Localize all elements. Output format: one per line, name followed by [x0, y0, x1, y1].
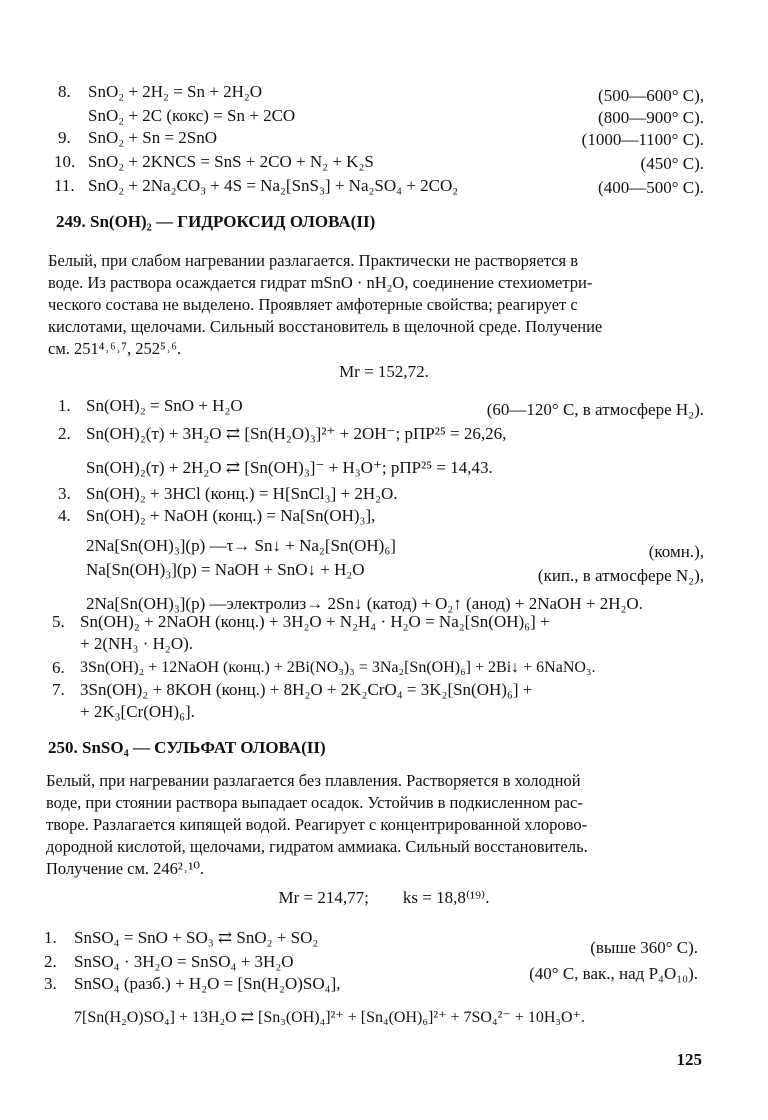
text-line: Белый, при нагревании разлагается без плавления. Растворяется в холодной	[46, 771, 581, 790]
text-line: см. 251⁴˒⁶˒⁷, 252⁵˒⁶.	[48, 339, 182, 358]
equation: Na[Sn(OH)₃](р) = NaOH + SnO↓ + H₂O	[86, 560, 365, 579]
item-number: 1.	[44, 928, 57, 947]
equation: Sn(OH)₂(т) + 3H₂O ⇄ [Sn(H₂O)₃]²⁺ + 2OH⁻; pПР²⁵ = 26,26,	[86, 424, 507, 443]
item-number: 2.	[44, 952, 57, 971]
item-number: 8.	[58, 82, 71, 101]
molar-mass: Mr = 152,72.	[339, 362, 429, 381]
section-heading: 250. SnSO₄ — СУЛЬФАТ ОЛОВА(II)	[48, 738, 326, 757]
condition: (400—500° С).	[598, 178, 704, 197]
equation: SnSO₄ · 3H₂O = SnSO₄ + 3H₂O	[74, 952, 294, 971]
equation: 2Na[Sn(OH)₃](р) —электролиз→ 2Sn↓ (катод) + O₂↑ (анод) + 2NaOH + 2H₂O.	[86, 594, 643, 613]
section-description	[48, 250, 708, 360]
equation: Sn(OH)₂ = SnO + H₂O	[86, 396, 243, 415]
condition: (1000—1100° С).	[581, 130, 704, 149]
equation: + 2(NH₃ · H₂O).	[80, 634, 194, 653]
section-description	[46, 770, 698, 880]
equation: 3Sn(OH)₂ + 8KOH (конц.) + 8H₂O + 2K₂CrO₄ = 3K₂[Sn(OH)₆] +	[80, 680, 533, 699]
item-number: 10.	[54, 152, 76, 171]
text-line: Белый, при слабом нагревании разлагается. Практически не растворяется в	[48, 251, 579, 270]
equation: SnO₂ + 2Na₂CO₃ + 4S = Na₂[SnS₃] + Na₂SO₄ + 2CO₂	[88, 176, 459, 195]
condition: (60—120° С, в атмосфере H₂).	[486, 400, 704, 419]
condition: (800—900° С).	[598, 108, 704, 127]
condition: (выше 360° С).	[590, 938, 698, 957]
condition: (450° С).	[640, 154, 704, 173]
equation: SnSO₄ = SnO + SO₃ ⇄ SnO₂ + SO₂	[74, 928, 319, 947]
equation: 7[Sn(H₂O)SO₄] + 13H₂O ⇄ [Sn₃(OH)₄]²⁺ + [Sn₄(OH)₆]²⁺ + 7SO₄²⁻ + 10H₃O⁺.	[74, 1009, 585, 1026]
item-number: 2.	[58, 424, 71, 443]
equation: Sn(OH)₂ + 3HCl (конц.) = H[SnCl₃] + 2H₂O.	[86, 484, 398, 503]
item-number: 7.	[52, 680, 65, 699]
equation: SnO₂ + 2C (кокс) = Sn + 2CO	[88, 106, 296, 125]
equation: SnO₂ + 2KNCS = SnS + 2CO + N₂ + K₂S	[88, 152, 374, 171]
equation: + 2K₃[Cr(OH)₆].	[80, 702, 195, 721]
equation: Sn(OH)₂ + 2NaOH (конц.) + 3H₂O + N₂H₄ · H₂O = Na₂[Sn(OH)₆] +	[80, 612, 550, 631]
text-line: Получение см. 246²˒¹⁰.	[46, 859, 205, 878]
text-line: воде, при стоянии раствора выпадает осадок. Устойчив в подкисленном рас-	[46, 793, 583, 812]
equation: 2Na[Sn(OH)₃](р) —τ→ Sn↓ + Na₂[Sn(OH)₆]	[86, 536, 396, 555]
item-number: 9.	[58, 128, 71, 147]
condition: (40° С, вак., над P₄O₁₀).	[529, 964, 698, 983]
molar-mass-and-solubility: Mr = 214,77; ks = 18,8⁽¹⁹⁾.	[278, 888, 490, 907]
item-number: 11.	[54, 176, 75, 195]
item-number: 3.	[44, 974, 57, 993]
item-number: 3.	[58, 484, 71, 503]
condition: (500—600° С),	[598, 86, 704, 105]
text-line: ческого состава не выделено. Проявляет амфотерные свойства; реагирует с	[48, 295, 578, 314]
equation: Sn(OH)₂(т) + 2H₂O ⇄ [Sn(OH)₃]⁻ + H₃O⁺; pПР²⁵ = 14,43.	[86, 458, 493, 477]
equation: Sn(OH)₂ + NaOH (конц.) = Na[Sn(OH)₃],	[86, 506, 376, 525]
text-line: дородной кислотой, щелочами, гидратом аммиака. Сильный восстановитель.	[46, 837, 588, 856]
equation: SnSO₄ (разб.) + H₂O = [Sn(H₂O)SO₄],	[74, 974, 341, 993]
condition: (кип., в атмосфере N₂),	[537, 566, 704, 585]
equation: SnO₂ + 2H₂ = Sn + 2H₂O	[88, 82, 263, 101]
condition: (комн.),	[648, 542, 704, 561]
text-line: воде. Из раствора осаждается гидрат mSnO · nH₂O, соединение стехиометри-	[48, 273, 593, 292]
equation: SnO₂ + Sn = 2SnO	[88, 128, 218, 147]
text-line: творе. Разлагается кипящей водой. Реагирует с концентрированной хлорово-	[46, 815, 588, 834]
page-number: 125	[676, 1050, 702, 1069]
section-heading: 249. Sn(OH)₂ — ГИДРОКСИД ОЛОВА(II)	[56, 212, 376, 231]
item-number: 5.	[52, 612, 65, 631]
equation: 3Sn(OH)₂ + 12NaOH (конц.) + 2Bi(NO₃)₃ = 3Na₂[Sn(OH)₆] + 2Bi↓ + 6NaNO₃.	[80, 659, 596, 676]
item-number: 1.	[58, 396, 71, 415]
item-number: 4.	[58, 506, 71, 525]
item-number: 6.	[52, 658, 65, 677]
text-line: кислотами, щелочами. Сильный восстановитель в щелочной среде. Получение	[48, 317, 603, 336]
